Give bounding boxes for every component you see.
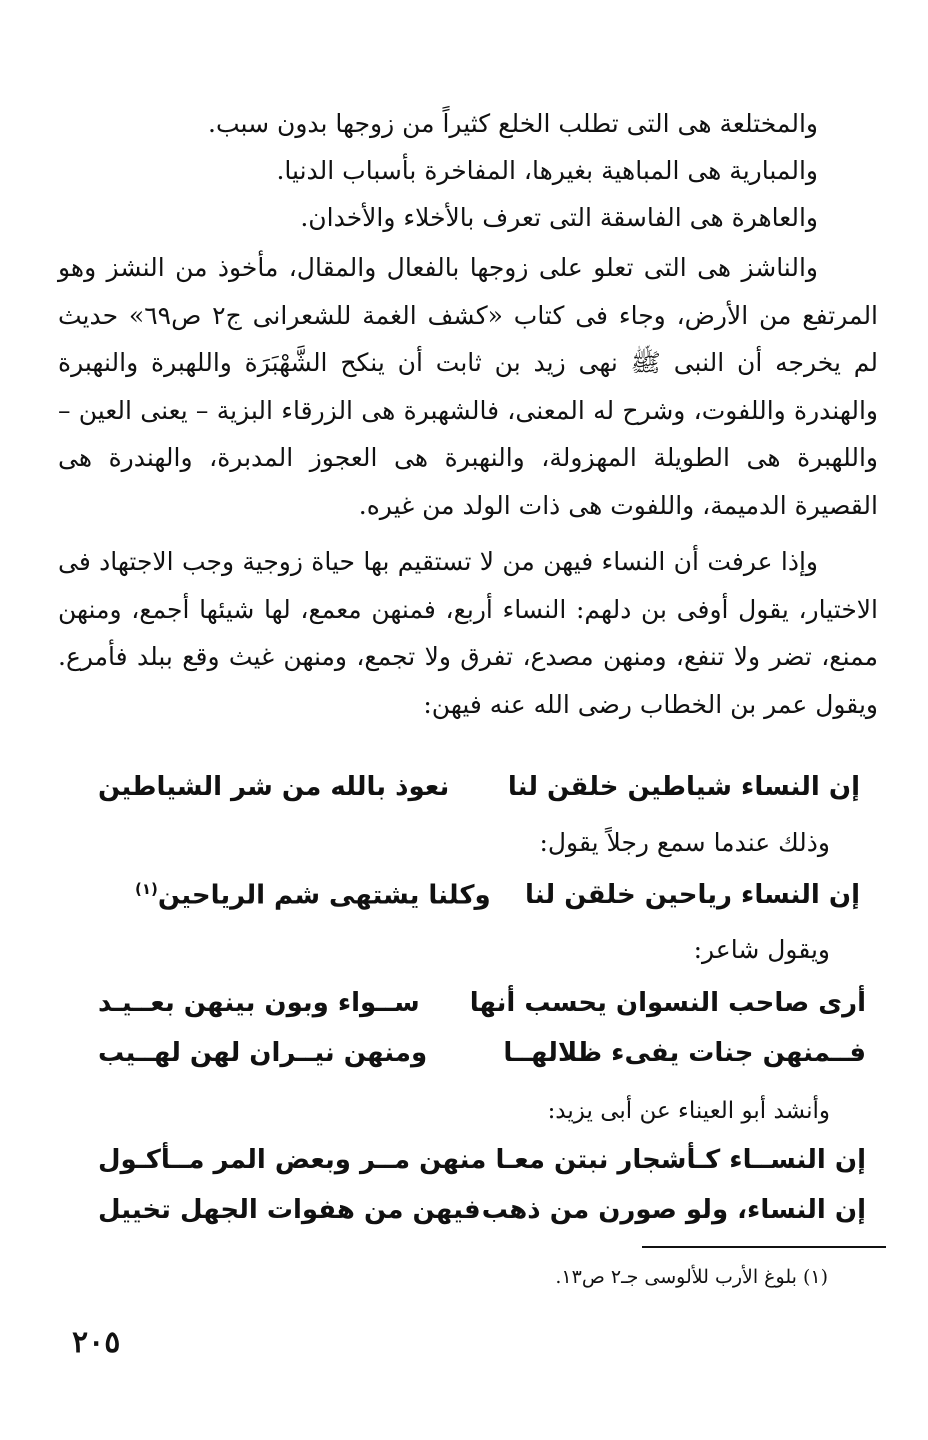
intro-line-3: ويقول شاعر: — [693, 935, 830, 964]
footnote-separator — [642, 1246, 886, 1248]
paragraph-mukhtali'a: والمختلعة هى التى تطلب الخلع كثيراً من زوجها بدون سبب. — [208, 109, 818, 138]
verse2-second-text: وكلنا يشتهى شم الرياحين — [157, 880, 491, 911]
paragraph-nashiz: والناشز هى التى تعلو على زوجها بالفعال والمقال، مأخوذ من النشز وهو المرتفع من الأرض، وجاء فى كتاب «كشف الغمة للشعرانى ج٢ ص٦٩» حديث لم يخرجه أن النبى ﷺ نهى زيد بن ثابت أن ينكح الشَّهْبَرَة واللهبرة والنهبرة والهندرة واللفوت، وشرح له المعنى، فالشهبرة هى الزرقاء البزية – يعنى العين – واللهبرة هى الطويلة المهزولة، والنهبرة هى العجوز المدبرة، والهندرة هى القصيرة الدميمة، واللفوت هى ذات الولد من غيره. — [58, 253, 879, 520]
footnote: (١) بلوغ الأرب للألوسى جـ٢ ص١٣. — [555, 1266, 828, 1288]
verse2-second-hemistich — [135, 880, 491, 911]
paragraph-aahira: والعاهرة هى الفاسقة التى تعرف بالأخلاء والأخدان. — [300, 203, 818, 232]
verse4-line1-first-hemistich: إن النســاء كـأشجار نبتن معـا — [495, 1145, 866, 1175]
verse4-line1-second-hemistich: منهن مــر وبعض المر مــأكـول — [98, 1145, 487, 1175]
footnote-marker: (١) — [135, 880, 158, 898]
intro-line-2: وذلك عندما سمع رجلاً يقول: — [539, 828, 830, 857]
verse3-line1-second-hemistich: ســواء وبون بينهن بعــيـد — [98, 988, 420, 1018]
page-number: ٢٠٥ — [72, 1325, 121, 1360]
verse4-line2-second-hemistich: فيهن من هفوات الجهل تخييل — [98, 1195, 481, 1225]
verse3-line1-first-hemistich: أرى صاحب النسوان يحسب أنها — [469, 988, 866, 1018]
verse3-line2-first-hemistich: فــمنهن جنات يفىء ظلالهــا — [503, 1038, 866, 1068]
verse2-first-hemistich: إن النساء رياحين خلقن لنا — [525, 880, 860, 910]
paragraph-mubariya: والمبارية هى المباهية بغيرها، المفاخرة بأسباب الدنيا. — [276, 156, 818, 185]
verse1-first-hemistich: إن النساء شياطين خلقن لنا — [507, 772, 860, 802]
paragraph-choosing-wife: وإذا عرفت أن النساء فيهن من لا تستقيم بها حياة زوجية وجب الاجتهاد فى الاختيار، يقول أوفى بن دلهم: النساء أربع، فمنهن معمع، لها شيئها أجمع، ومنهن ممنع، تضر ولا تنفع، ومنهن مصدع، تفرق ولا تجمع، ومنهن غيث وقع ببلد فأمرع. ويقول عمر بن الخطاب رضى الله عنه فيهن: — [58, 547, 878, 719]
intro-line-4: وأنشد أبو العيناء عن أبى يزيد: — [547, 1098, 830, 1124]
verse3-line2-second-hemistich: ومنهن نيــران لهن لهــيب — [98, 1038, 428, 1068]
verse4-line2-first-hemistich: إن النساء، ولو صورن من ذهب — [481, 1195, 866, 1225]
verse1-second-hemistich: نعوذ بالله من شر الشياطين — [98, 772, 450, 802]
